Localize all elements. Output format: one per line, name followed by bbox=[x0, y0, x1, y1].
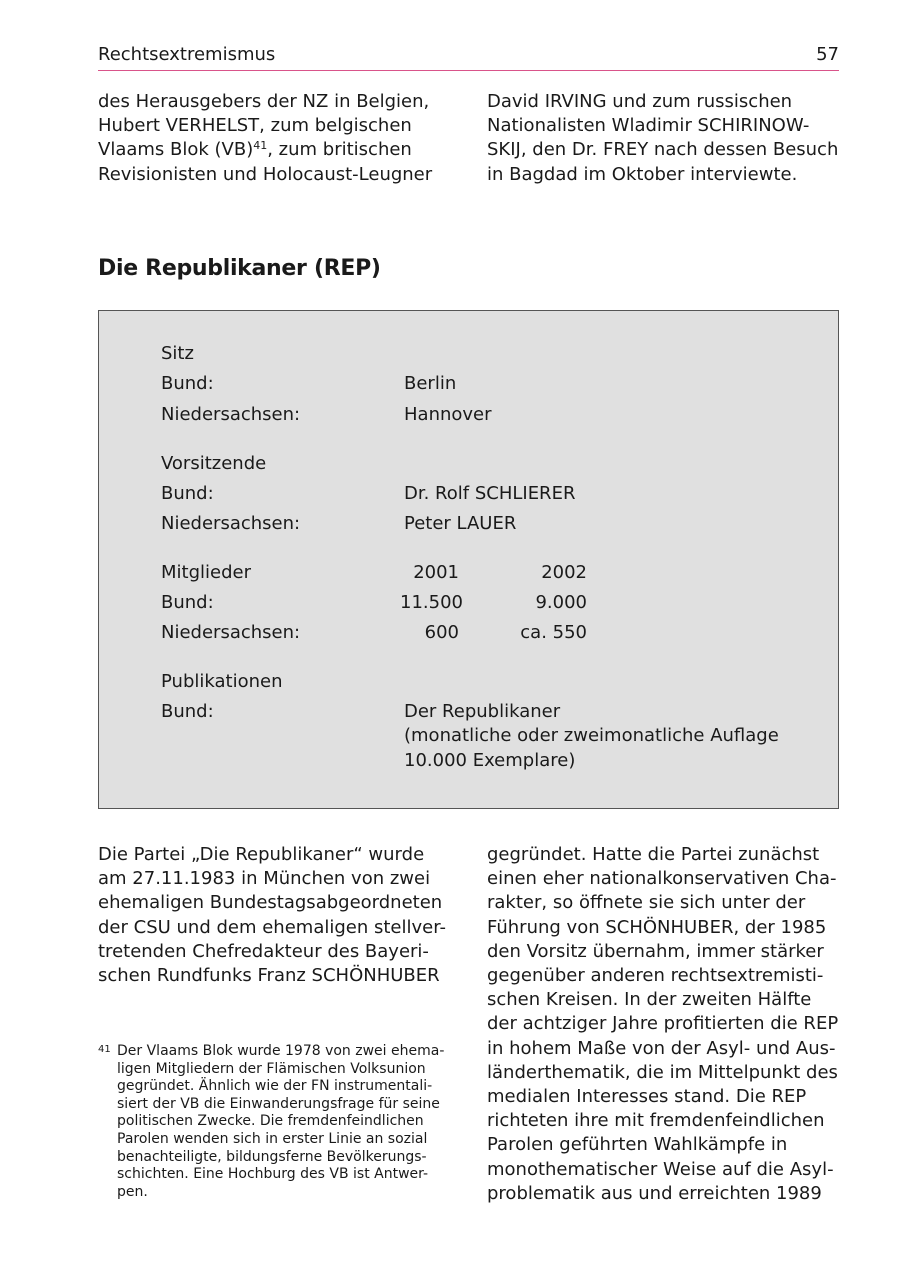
party-info-box bbox=[98, 310, 839, 809]
text-line: den Vorsitz übernahm, immer stärker bbox=[487, 940, 824, 962]
footnote-41 bbox=[98, 1043, 448, 1201]
year-2002-header: 2002 bbox=[541, 562, 587, 583]
text-line: gegründet. Ähnlich wie der FN instrumentali- bbox=[117, 1078, 433, 1095]
row-label: Bund: bbox=[161, 701, 214, 722]
text-line: Hubert VERHELST, zum belgischen bbox=[98, 115, 412, 137]
text-line: Der Vlaams Blok wurde 1978 von zwei ehema- bbox=[117, 1043, 445, 1059]
text-line: siert der VB die Einwanderungsfrage für seine bbox=[117, 1095, 440, 1112]
row-label: Bund: bbox=[161, 483, 214, 504]
row-label: Niedersachsen: bbox=[161, 622, 301, 643]
text-line: rakter, so öffnete sie sich unter der bbox=[487, 892, 806, 914]
row-value: Hannover bbox=[404, 404, 492, 425]
text-line: richteten ihre mit fremdenfeindlichen bbox=[487, 1110, 825, 1132]
section-heading: Die Republikaner (REP) bbox=[98, 256, 381, 281]
text-line: des Herausgebers der NZ in Belgien, bbox=[98, 91, 430, 112]
footnote-number: 41 bbox=[98, 1044, 111, 1055]
text-line: länderthematik, die im Mittelpunkt des bbox=[487, 1061, 838, 1083]
text-line: monothematischer Weise auf die Asyl- bbox=[487, 1158, 834, 1180]
text-line: Die Partei „Die Republikaner“ wurde bbox=[98, 844, 425, 865]
text-fragment: Vlaams Blok (VB) bbox=[98, 139, 254, 161]
running-title: Rechtsextremismus bbox=[98, 44, 276, 65]
text-line: Führung von SCHÖNHUBER, der 1985 bbox=[487, 916, 827, 938]
text-line: einen eher nationalkonservativen Cha- bbox=[487, 868, 837, 890]
publication-frequency: (monatliche oder zweimonatliche Auflage bbox=[404, 725, 779, 747]
row-label: Bund: bbox=[161, 592, 214, 613]
footnote-reference: 41 bbox=[253, 139, 268, 153]
row-value: Berlin bbox=[404, 373, 457, 394]
text-line: ligen Mitgliedern der Flämischen Volksunion bbox=[117, 1060, 426, 1077]
value-2001: 600 bbox=[424, 622, 459, 643]
text-line: tretenden Chefredakteur des Bayeri- bbox=[98, 940, 429, 962]
mitglieder-heading: Mitglieder bbox=[161, 562, 251, 583]
text-line: in hohem Maße von der Asyl- und Aus- bbox=[487, 1037, 836, 1059]
text-line: der achtziger Jahre profitierten die REP bbox=[487, 1013, 839, 1035]
page-header bbox=[98, 44, 839, 71]
text-line: gegenüber anderen rechtsextremisti- bbox=[487, 965, 824, 987]
publication-details bbox=[404, 700, 779, 773]
value-2002: 9.000 bbox=[535, 592, 587, 613]
text-line: der CSU und dem ehemaligen stellver- bbox=[98, 916, 446, 938]
text-line: Nationalisten Wladimir SCHIRINOW- bbox=[487, 115, 810, 137]
page-number: 57 bbox=[816, 44, 839, 65]
body-right-column bbox=[487, 843, 839, 1206]
text-line: am 27.11.1983 in München von zwei bbox=[98, 868, 431, 890]
footnote-text bbox=[117, 1043, 448, 1201]
vorsitzende-heading: Vorsitzende bbox=[161, 453, 267, 474]
text-line: schen Rundfunks Franz SCHÖNHUBER bbox=[98, 965, 440, 987]
intro-right-column bbox=[487, 90, 839, 187]
text-line: SKIJ, den Dr. FREY nach dessen Besuch bbox=[487, 139, 839, 161]
text-line: in Bagdad im Oktober interviewte. bbox=[487, 163, 798, 185]
text-line: ehemaligen Bundestagsabgeordneten bbox=[98, 892, 443, 914]
publication-circulation: 10.000 Exemplare) bbox=[404, 749, 576, 771]
text-line: Parolen wenden sich in erster Linie an sozial bbox=[117, 1130, 428, 1147]
row-label: Niedersachsen: bbox=[161, 513, 301, 534]
row-label: Niedersachsen: bbox=[161, 404, 301, 425]
body-left-column bbox=[98, 843, 448, 988]
text-fragment: , zum britischen bbox=[267, 139, 412, 161]
text-line: schen Kreisen. In der zweiten Hälfte bbox=[487, 989, 812, 1011]
publication-title: Der Republikaner bbox=[404, 701, 561, 722]
text-line: schichten. Eine Hochburg des VB ist Antwer- bbox=[117, 1166, 429, 1183]
text-line bbox=[98, 138, 448, 162]
text-line: Revisionisten und Holocaust-Leugner bbox=[98, 163, 433, 185]
value-2001: 11.500 bbox=[400, 592, 463, 613]
text-line: Parolen geführten Wahlkämpfe in bbox=[487, 1134, 788, 1156]
text-line: gegründet. Hatte die Partei zunächst bbox=[487, 844, 820, 865]
text-line: politischen Zwecke. Die fremdenfeindlichen bbox=[117, 1113, 424, 1130]
row-value: Dr. Rolf SCHLIERER bbox=[404, 483, 576, 504]
year-2001-header: 2001 bbox=[413, 562, 459, 583]
row-label: Bund: bbox=[161, 373, 214, 394]
text-line: problematik aus und erreichten 1989 bbox=[487, 1182, 822, 1204]
publikationen-heading: Publikationen bbox=[161, 671, 283, 692]
sitz-heading: Sitz bbox=[161, 343, 194, 364]
row-value: Peter LAUER bbox=[404, 513, 517, 534]
value-2002: ca. 550 bbox=[520, 622, 587, 643]
text-line: pen. bbox=[117, 1183, 148, 1200]
text-line: benachteiligte, bildungsferne Bevölkerungs- bbox=[117, 1148, 427, 1165]
intro-left-column bbox=[98, 90, 448, 187]
text-line: medialen Interesses stand. Die REP bbox=[487, 1086, 807, 1108]
text-line: David IRVING und zum russischen bbox=[487, 91, 793, 112]
